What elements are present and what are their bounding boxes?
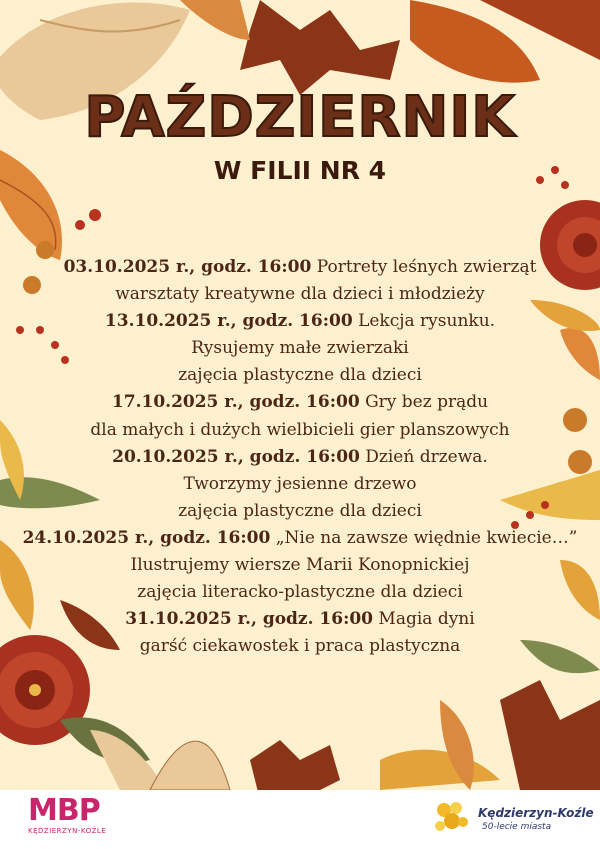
event-heading-3 <box>0 389 600 416</box>
mbp-logo-mark: MBP <box>28 793 100 828</box>
city-logo-tagline: 50-lecie miasta <box>482 822 552 832</box>
event-detail: Ilustrujemy wiersze Marii Konopnickiej <box>130 555 470 576</box>
event-heading-4 <box>0 444 600 471</box>
event-name: Magia dyni <box>378 609 475 630</box>
event-detail: warsztaty kreatywne dla dzieci i młodzieży <box>115 284 485 305</box>
event-detail: dla małych i dużych wielbicieli gier planszowych <box>90 419 510 440</box>
event-date: 20.10.2025 r., godz. 16:00 <box>112 446 360 467</box>
event-name: Gry bez prądu <box>365 392 489 413</box>
event-detail: zajęcia plastyczne dla dzieci <box>178 365 422 386</box>
event-date: 24.10.2025 r., godz. 16:00 <box>22 527 271 548</box>
event-detail: zajęcia plastyczne dla dzieci <box>178 500 422 521</box>
event-name: Lekcja rysunku. <box>358 311 496 332</box>
city-logo-name: Kędzierzyn-Koźle <box>478 806 594 820</box>
event-heading-2 <box>0 308 600 335</box>
event-detail: garść ciekawostek i praca plastyczna <box>139 636 461 657</box>
event-heading-1 <box>0 254 600 281</box>
event-name: Dzień drzewa. <box>365 446 488 467</box>
event-date: 13.10.2025 r., godz. 16:00 <box>104 311 353 332</box>
event-date: 31.10.2025 r., godz. 16:00 <box>125 609 374 630</box>
event-detail: zajęcia literacko-plastyczne dla dzieci <box>137 582 463 603</box>
poster-title: PAŹDZIERNIK <box>84 85 516 150</box>
event-heading-5 <box>0 525 600 552</box>
event-name: Portrety leśnych zwierząt <box>316 257 537 277</box>
mbp-logo-subtitle: KĘDZIERZYN-KOŹLE <box>28 827 107 835</box>
events-list <box>0 254 600 660</box>
city-logo-icon <box>432 800 470 836</box>
mbp-logo <box>28 793 107 835</box>
event-date: 17.10.2025 r., godz. 16:00 <box>111 392 360 413</box>
event-name: „Nie na zawsze więdnie kwiecie…” <box>275 527 578 548</box>
poster-subtitle: W FILII NR 4 <box>213 156 387 185</box>
city-logo <box>430 798 600 838</box>
event-date: 03.10.2025 r., godz. 16:00 <box>63 257 312 277</box>
event-detail: Rysujemy małe zwierzaki <box>191 338 409 359</box>
event-heading-6 <box>0 606 600 633</box>
event-detail: Tworzymy jesienne drzewo <box>183 473 417 494</box>
